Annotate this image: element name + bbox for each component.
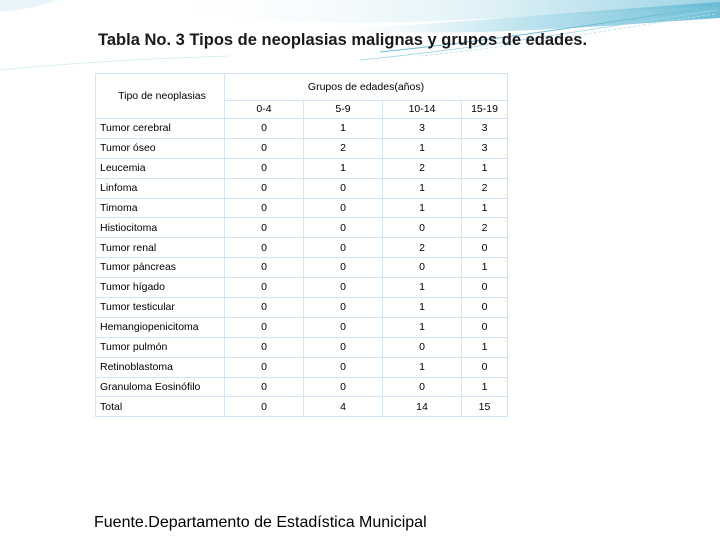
table-cell: 0 [304, 317, 383, 337]
table-cell: 1 [383, 317, 462, 337]
table-row [96, 119, 508, 139]
table-cell: 3 [462, 119, 508, 139]
row-label: Total [96, 397, 225, 417]
row-label: Tumor cerebral [96, 119, 225, 139]
table-cell: 0 [304, 178, 383, 198]
table-row [96, 278, 508, 298]
age-group-header: 5-9 [304, 101, 383, 119]
table-cell: 3 [383, 119, 462, 139]
table-row [96, 258, 508, 278]
table-cell: 0 [383, 377, 462, 397]
table-cell: 2 [462, 178, 508, 198]
table-cell: 0 [304, 278, 383, 298]
row-label: Linfoma [96, 178, 225, 198]
row-label: Granuloma Eosinófilo [96, 377, 225, 397]
table-cell: 1 [383, 298, 462, 318]
table-cell: 0 [383, 258, 462, 278]
table-cell: 0 [225, 337, 304, 357]
header-row-groups [96, 74, 508, 101]
table-cell: 0 [304, 377, 383, 397]
row-label: Retinoblastoma [96, 357, 225, 377]
table-row [96, 178, 508, 198]
row-label: Hemangiopenicitoma [96, 317, 225, 337]
table-cell: 0 [304, 258, 383, 278]
table-cell: 0 [225, 218, 304, 238]
table-cell: 1 [462, 337, 508, 357]
table-cell: 0 [225, 258, 304, 278]
row-label: Tumor óseo [96, 138, 225, 158]
table-cell: 1 [462, 377, 508, 397]
table-cell: 1 [304, 119, 383, 139]
table-cell: 0 [462, 278, 508, 298]
table-cell: 0 [462, 238, 508, 258]
table-cell: 0 [462, 298, 508, 318]
neoplasias-table [95, 73, 508, 417]
table-row [96, 377, 508, 397]
table-body [96, 74, 508, 417]
column-header-grupos: Grupos de edades(años) [225, 74, 508, 101]
total-row [96, 397, 508, 417]
table-cell: 0 [304, 357, 383, 377]
table-cell: 0 [225, 397, 304, 417]
age-group-header: 15-19 [462, 101, 508, 119]
table-cell: 1 [462, 258, 508, 278]
row-label: Tumor pulmón [96, 337, 225, 357]
row-label: Leucemia [96, 158, 225, 178]
table-row [96, 317, 508, 337]
table-cell: 0 [225, 377, 304, 397]
table-cell: 0 [225, 278, 304, 298]
table-cell: 1 [462, 198, 508, 218]
table-cell: 0 [225, 357, 304, 377]
table-cell: 1 [462, 158, 508, 178]
table-cell: 14 [383, 397, 462, 417]
table-cell: 0 [462, 357, 508, 377]
age-group-header: 10-14 [383, 101, 462, 119]
row-label: Histiocitoma [96, 218, 225, 238]
table-row [96, 138, 508, 158]
table-cell: 0 [462, 317, 508, 337]
table-cell: 0 [304, 298, 383, 318]
table-row [96, 357, 508, 377]
slide-title: Tabla No. 3 Tipos de neoplasias malignas y grupos de edades. [98, 31, 588, 49]
row-label: Tumor hígado [96, 278, 225, 298]
table-cell: 1 [304, 158, 383, 178]
table-cell: 15 [462, 397, 508, 417]
table-row [96, 238, 508, 258]
table-cell: 1 [383, 198, 462, 218]
table-row [96, 337, 508, 357]
table-cell: 1 [383, 138, 462, 158]
table-cell: 0 [225, 317, 304, 337]
table-cell: 3 [462, 138, 508, 158]
table-cell: 0 [383, 337, 462, 357]
table-cell: 0 [225, 178, 304, 198]
table-row [96, 158, 508, 178]
table-cell: 0 [225, 158, 304, 178]
table-row [96, 198, 508, 218]
table-cell: 0 [304, 218, 383, 238]
table-cell: 0 [383, 218, 462, 238]
row-label: Tumor testicular [96, 298, 225, 318]
table-row [96, 218, 508, 238]
table-cell: 1 [383, 357, 462, 377]
column-header-tipo: Tipo de neoplasias [96, 74, 225, 119]
table-cell: 0 [225, 298, 304, 318]
table-cell: 2 [383, 238, 462, 258]
table-cell: 2 [462, 218, 508, 238]
row-label: Tumor renal [96, 238, 225, 258]
table-row [96, 298, 508, 318]
table-cell: 0 [304, 238, 383, 258]
table-cell: 0 [225, 198, 304, 218]
table-cell: 1 [383, 178, 462, 198]
table-cell: 2 [304, 138, 383, 158]
source-note: Fuente.Departamento de Estadística Municipal [94, 514, 427, 531]
table-cell: 4 [304, 397, 383, 417]
age-group-header: 0-4 [225, 101, 304, 119]
table-cell: 0 [304, 198, 383, 218]
row-label: Tumor páncreas [96, 258, 225, 278]
table-cell: 0 [225, 138, 304, 158]
table-cell: 1 [383, 278, 462, 298]
table-cell: 0 [304, 337, 383, 357]
table-cell: 0 [225, 238, 304, 258]
table-cell: 2 [383, 158, 462, 178]
row-label: Timoma [96, 198, 225, 218]
table-cell: 0 [225, 119, 304, 139]
